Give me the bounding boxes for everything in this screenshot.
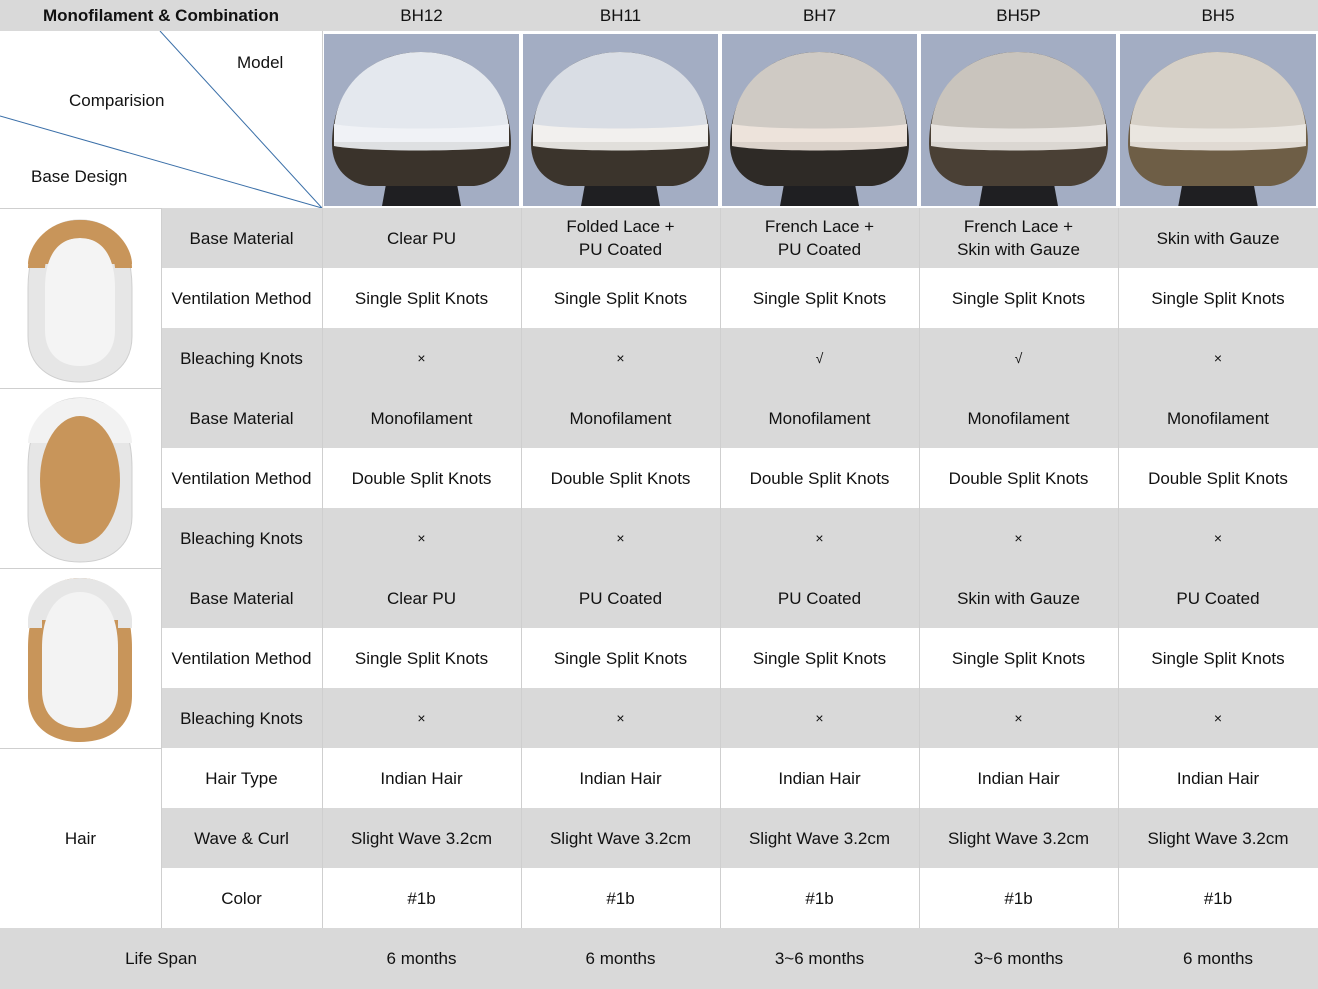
table-cell: Monofilament xyxy=(967,408,1070,428)
table-cell: Single Split Knots xyxy=(354,288,489,308)
life-span-value: 6 months xyxy=(1183,949,1253,968)
base-design-front-border-image xyxy=(0,208,161,388)
divider xyxy=(161,208,162,928)
table-cell: PU Coated xyxy=(777,588,862,608)
table-cell: Single Split Knots xyxy=(752,648,887,668)
row-label: Bleaching Knots xyxy=(180,708,303,728)
row-label: Base Material xyxy=(189,408,294,428)
model-header-4: BH5 xyxy=(1201,6,1235,25)
table-cell: × xyxy=(417,709,426,726)
table-cell: Indian Hair xyxy=(977,768,1060,788)
table-cell: × xyxy=(1213,709,1223,726)
base-design-label: Base Design xyxy=(31,167,128,186)
row-label: Ventilation Method xyxy=(171,468,312,488)
table-cell: × xyxy=(1014,529,1023,546)
table-cell: × xyxy=(616,529,625,546)
table-cell: Single Split Knots xyxy=(951,288,1086,308)
table-cell: × xyxy=(815,529,824,546)
table-cell: × xyxy=(1213,529,1223,546)
divider xyxy=(0,388,161,389)
model-header-2: BH7 xyxy=(802,6,837,25)
divider xyxy=(521,208,522,928)
table-cell: PU Coated xyxy=(578,588,663,608)
table-cell: Single Split Knots xyxy=(1151,288,1285,308)
model-header-3: BH5P xyxy=(996,6,1041,25)
table-cell: Double Split Knots xyxy=(1148,468,1288,488)
table-cell: Indian Hair xyxy=(579,768,662,788)
corner-header xyxy=(0,31,322,208)
divider xyxy=(1118,208,1119,928)
hair-system-photo-1 xyxy=(523,34,718,206)
row-label: Base Material xyxy=(189,228,294,248)
comparison-label: Comparision xyxy=(69,91,165,110)
table-cell: Indian Hair xyxy=(778,768,861,788)
table-cell: #1b xyxy=(407,888,436,908)
table-cell: Monofilament xyxy=(768,408,871,428)
table-cell: Slight Wave 3.2cm xyxy=(549,828,692,848)
table-cell: Double Split Knots xyxy=(749,468,890,488)
table-cell: Double Split Knots xyxy=(948,468,1089,488)
life-span-value: 6 months xyxy=(585,949,656,968)
row-label: Bleaching Knots xyxy=(180,528,303,548)
table-cell: Clear PU xyxy=(387,588,456,608)
hair-system-photo-0 xyxy=(324,34,519,206)
base-design-perimeter-image xyxy=(0,568,161,748)
table-cell: Double Split Knots xyxy=(351,468,492,488)
table-cell: × xyxy=(815,709,824,726)
table-cell: √ xyxy=(815,349,824,366)
table-cell: × xyxy=(616,349,625,366)
base-design-center-mono-image xyxy=(0,388,161,568)
table-cell: Indian Hair xyxy=(380,768,463,788)
divider xyxy=(919,208,920,928)
table-title: Monofilament & Combination xyxy=(42,6,280,25)
table-cell: #1b xyxy=(1203,888,1233,908)
row-label: Wave & Curl xyxy=(194,828,289,848)
table-cell: Indian Hair xyxy=(1176,768,1260,788)
table-cell: #1b xyxy=(1004,888,1033,908)
row-label: Bleaching Knots xyxy=(180,348,303,368)
row-label: Ventilation Method xyxy=(171,288,312,308)
table-cell: Clear PU xyxy=(387,228,456,248)
divider xyxy=(0,748,161,749)
row-label: Hair Type xyxy=(205,768,278,788)
table-cell: #1b xyxy=(805,888,834,908)
hair-system-photo-3 xyxy=(921,34,1116,206)
divider xyxy=(0,568,161,569)
hair-group-label: Hair xyxy=(64,828,97,848)
table-cell: Folded Lace + PU Coated xyxy=(566,217,675,259)
table-cell: #1b xyxy=(606,888,635,908)
table-cell: Slight Wave 3.2cm xyxy=(350,828,493,848)
table-cell: Single Split Knots xyxy=(951,648,1086,668)
model-label: Model xyxy=(237,53,284,72)
table-cell: French Lace + Skin with Gauze xyxy=(957,217,1080,259)
table-cell: Single Split Knots xyxy=(553,288,688,308)
life-span-value: 6 months xyxy=(386,949,457,968)
table-cell: French Lace + PU Coated xyxy=(764,217,875,259)
table-cell: × xyxy=(417,529,426,546)
table-cell: Single Split Knots xyxy=(354,648,489,668)
table-cell: Single Split Knots xyxy=(752,288,887,308)
table-cell: Skin with Gauze xyxy=(1156,228,1280,248)
table-cell: Monofilament xyxy=(370,408,473,428)
row-label: Color xyxy=(221,888,262,908)
model-header-0: BH12 xyxy=(400,6,443,25)
table-cell: PU Coated xyxy=(1176,588,1260,608)
table-cell: √ xyxy=(1014,349,1023,366)
table-cell: Double Split Knots xyxy=(550,468,691,488)
table-cell: × xyxy=(616,709,625,726)
life-span-value: 3~6 months xyxy=(973,949,1064,968)
row-label: Base Material xyxy=(189,588,294,608)
table-cell: Monofilament xyxy=(1166,408,1270,428)
hair-system-photo-2 xyxy=(722,34,917,206)
table-cell: Slight Wave 3.2cm xyxy=(748,828,891,848)
table-cell: Slight Wave 3.2cm xyxy=(947,828,1090,848)
model-header-1: BH11 xyxy=(599,6,642,25)
table-cell: × xyxy=(417,349,426,366)
table-cell: Single Split Knots xyxy=(553,648,688,668)
life-span-value: 3~6 months xyxy=(774,949,865,968)
life-span-label: Life Span xyxy=(125,949,197,968)
table-cell: × xyxy=(1213,349,1223,366)
table-cell: × xyxy=(1014,709,1023,726)
hair-system-photo-4 xyxy=(1120,34,1316,206)
divider xyxy=(720,208,721,928)
divider xyxy=(0,208,161,209)
table-cell: Monofilament xyxy=(569,408,672,428)
table-cell: Slight Wave 3.2cm xyxy=(1147,828,1289,848)
table-cell: Skin with Gauze xyxy=(957,588,1080,608)
table-cell: Single Split Knots xyxy=(1151,648,1285,668)
row-label: Ventilation Method xyxy=(171,648,312,668)
divider xyxy=(322,31,323,928)
